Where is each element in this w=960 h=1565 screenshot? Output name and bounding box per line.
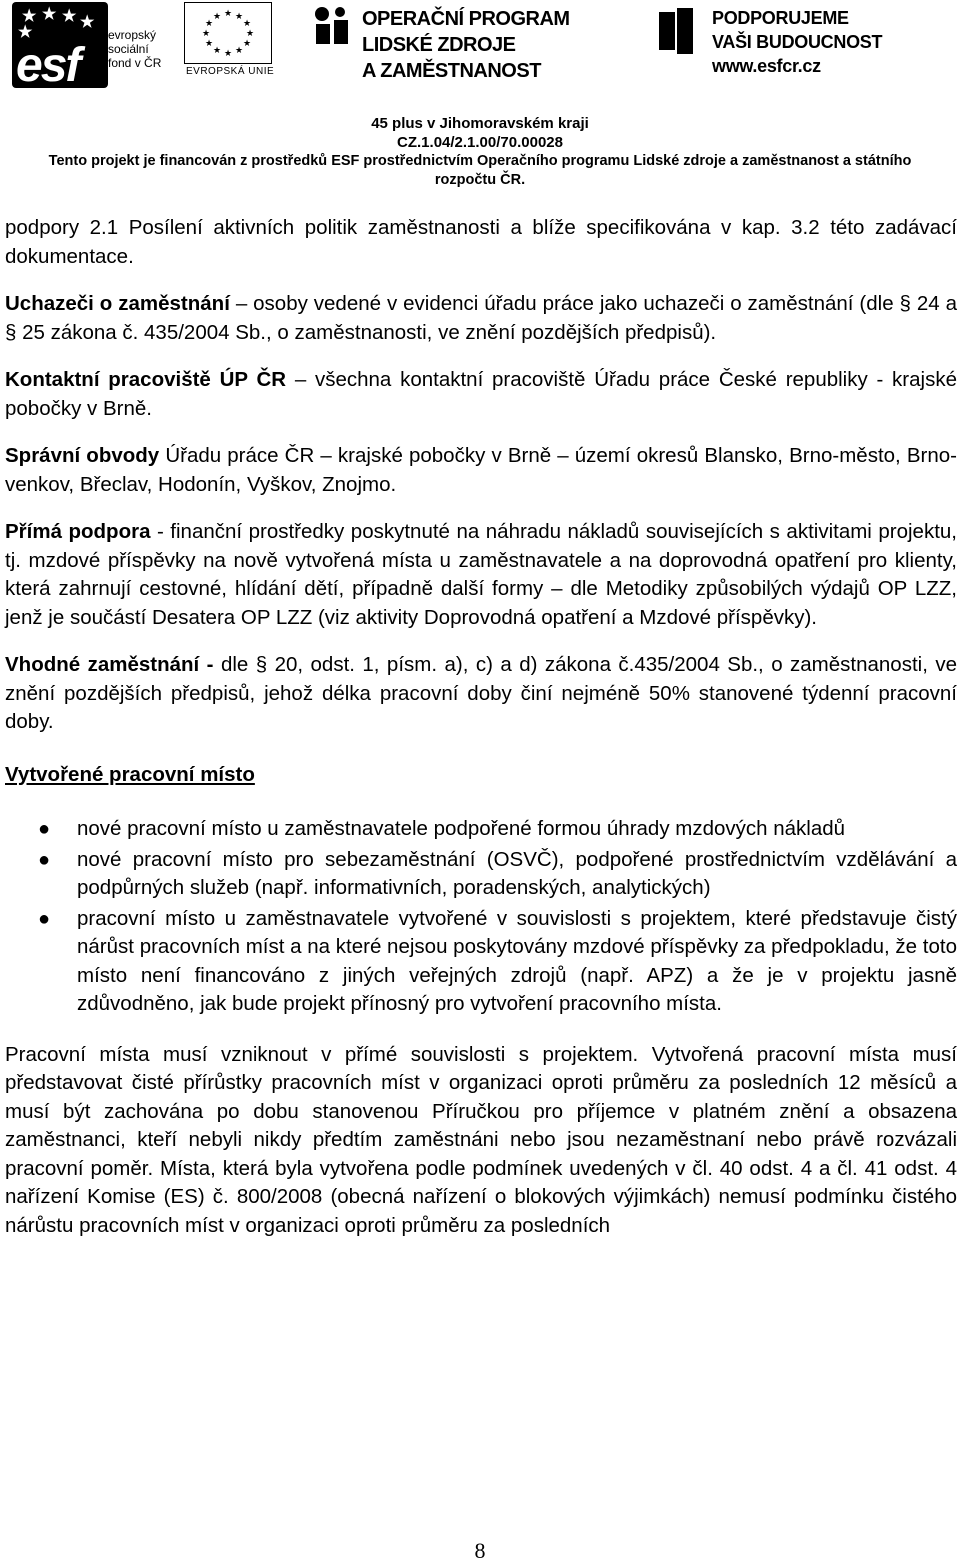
header-logos bbox=[0, 0, 960, 100]
bullet-icon: ● bbox=[38, 907, 51, 930]
svg-text:★: ★ bbox=[245, 28, 255, 38]
op-program-title bbox=[362, 6, 570, 84]
list-item bbox=[5, 846, 957, 903]
esf-logo-text: esf bbox=[16, 39, 80, 92]
project-code: CZ.1.04/2.1.00/70.00028 bbox=[397, 134, 563, 151]
paragraph: Pracovní místa musí vzniknout v přímé souvislosti s projektem. Vytvořená pracovní místa musí představovat čisté přírůstky pracovních míst v organizaci oproti průměru za posledních 12 měsíců a musí být zachována po dobu stanovenou Příručkou pro příjemce v platném znění a obsazena zaměstnanci, kteří nebyli nikdy předtím zaměstnáni nebo jsou nezaměstnaní nebo právě rozvázali pracovní poměr. Místa, která byla vytvořena podle podmínek uvedených v čl. 40 odst. 4 a čl. 41 odst. 4 nařízení Komise (ES) č. 800/2008 (obecná nařízení o blokových výjimkách) nemusí podmínku čistého nárůstu pracovních míst v organizaci oproti průměru za posledních bbox=[5, 1042, 957, 1237]
svg-text:★: ★ bbox=[223, 8, 233, 18]
document-body bbox=[5, 214, 957, 1259]
eu-caption: EVROPSKÁ UNIE bbox=[186, 66, 275, 77]
list-item-text: nové pracovní místo pro sebezaměstnání (OSVČ), podpořené prostřednictvím vzdělávání a podpůrných služeb (např. informativních, poradenských, analytických) bbox=[77, 847, 957, 899]
bullet-icon: ● bbox=[38, 848, 51, 871]
esf-logo: ★ ★ ★ ★ ★ esf bbox=[12, 2, 108, 88]
support-url[interactable]: www.esfcr.cz bbox=[712, 56, 821, 76]
support-line: PODPORUJEME bbox=[712, 8, 849, 28]
section-heading bbox=[5, 761, 957, 790]
svg-text:★: ★ bbox=[204, 18, 214, 28]
svg-text:★: ★ bbox=[201, 28, 211, 38]
definition-text: – osoby vedené v evidenci úřadu práce jako uchazeči o zaměstnání (dle § 24 a § 25 zákona č. 435/2004 Sb., o zaměstnanosti, ve znění pozdějších předpisů). bbox=[5, 292, 957, 344]
svg-text:★: ★ bbox=[212, 45, 222, 55]
definition-kontaktni bbox=[5, 366, 957, 423]
definition-vhodne bbox=[5, 651, 957, 737]
esf-caption-line: fond v ČR bbox=[108, 56, 162, 70]
funding-line: rozpočtu ČR. bbox=[434, 172, 526, 188]
bullet-icon: ● bbox=[38, 818, 51, 840]
heading-text: Vytvořené pracovní místo bbox=[5, 762, 255, 786]
term: Kontaktní pracoviště ÚP ČR bbox=[5, 368, 287, 391]
svg-text:★: ★ bbox=[234, 11, 244, 21]
definition-text: – všechna kontaktní pracoviště Úřadu práce České republiky - krajské pobočky v Brně. bbox=[5, 368, 957, 420]
term: Přímá podpora bbox=[5, 520, 151, 543]
definition-prima-podpora bbox=[5, 518, 957, 632]
eu-flag-icon bbox=[184, 2, 272, 64]
svg-text:★: ★ bbox=[212, 11, 222, 21]
definition-text: - finanční prostředky poskytnuté na náhradu nákladů souvisejících s aktivitami projektu, tj. mzdové příspěvky na nově vytvořená místa u zaměstnavatele a na doprovodná opatření pro klienty, která zahrnují cestovné, hlídání dětí, případně další formy – dle Metodiky způsobilých výdajů OP LZZ, jenž je součástí Desatera OP LZZ (viz aktivity Doprovodná opatření a Mzdové příspěvky). bbox=[5, 520, 957, 629]
definition-spravni bbox=[5, 442, 957, 499]
definition-uchazeci bbox=[5, 290, 957, 347]
svg-text:★: ★ bbox=[242, 18, 252, 28]
op-line: A ZAMĚSTNANOST bbox=[362, 60, 541, 82]
definition-text: Úřadu práce ČR – krajské pobočky v Brně – území okresů Blansko, Brno-město, Brno-venkov, Břeclav, Hodonín, Vyškov, Znojmo. bbox=[5, 444, 957, 496]
term: Správní obvody bbox=[5, 444, 160, 467]
esf-caption bbox=[108, 28, 184, 70]
op-program-icon bbox=[312, 4, 356, 48]
definition-text: dle § 20, odst. 1, písm. a), c) a d) zákona č.435/2004 Sb., o zaměstnanosti, ve znění pozdějších předpisů, jehož délka pracovní doby činí nejméně 50% stanovené týdenní pracovní doby. bbox=[5, 653, 957, 733]
svg-text:★: ★ bbox=[234, 45, 244, 55]
op-line: LIDSKÉ ZDROJE bbox=[362, 34, 516, 56]
project-info bbox=[0, 114, 960, 190]
op-line: OPERAČNÍ PROGRAM bbox=[362, 8, 570, 30]
term: Vhodné zaměstnání - bbox=[5, 653, 214, 676]
svg-text:★: ★ bbox=[223, 48, 233, 58]
funding-line: Tento projekt je financován z prostředků ESF prostřednictvím Operačního programu Lidské zdroje a zaměstnanost a státního bbox=[48, 153, 912, 169]
list-item bbox=[5, 905, 957, 1019]
list-item-text: pracovní místo u zaměstnavatele vytvořené v souvislosti s projektem, které představuje čistý nárůst pracovních míst a na které nejsou poskytovány mzdové příspěvky za předpokladu, že toto místo není financováno z jiných veřejných zdrojů (např. APZ) a že je v projektu jasně zdůvodněno, jak bude projekt přínosný pro vytvoření pracovního místa. bbox=[77, 906, 957, 1015]
list-item bbox=[5, 815, 957, 844]
support-icon bbox=[655, 6, 697, 56]
svg-text:★: ★ bbox=[242, 38, 252, 48]
paragraph: podpory 2.1 Posílení aktivních politik zaměstnanosti a blíže specifikována v kap. 3.2 této zadávací dokumentace. bbox=[5, 216, 957, 268]
esf-caption-line: sociální bbox=[108, 42, 149, 56]
support-line: VAŠI BUDOUCNOST bbox=[712, 32, 883, 52]
list-item-text: nové pracovní místo u zaměstnavatele podpořené formou úhrady mzdových nákladů bbox=[77, 817, 846, 840]
page-number: 8 bbox=[474, 1538, 486, 1563]
bullet-list bbox=[5, 815, 957, 1019]
term: Uchazeči o zaměstnání bbox=[5, 292, 230, 315]
project-name: 45 plus v Jihomoravském kraji bbox=[371, 115, 589, 132]
esf-caption-line: evropský bbox=[108, 28, 157, 42]
support-slogan bbox=[712, 6, 882, 78]
svg-text:★: ★ bbox=[204, 38, 214, 48]
